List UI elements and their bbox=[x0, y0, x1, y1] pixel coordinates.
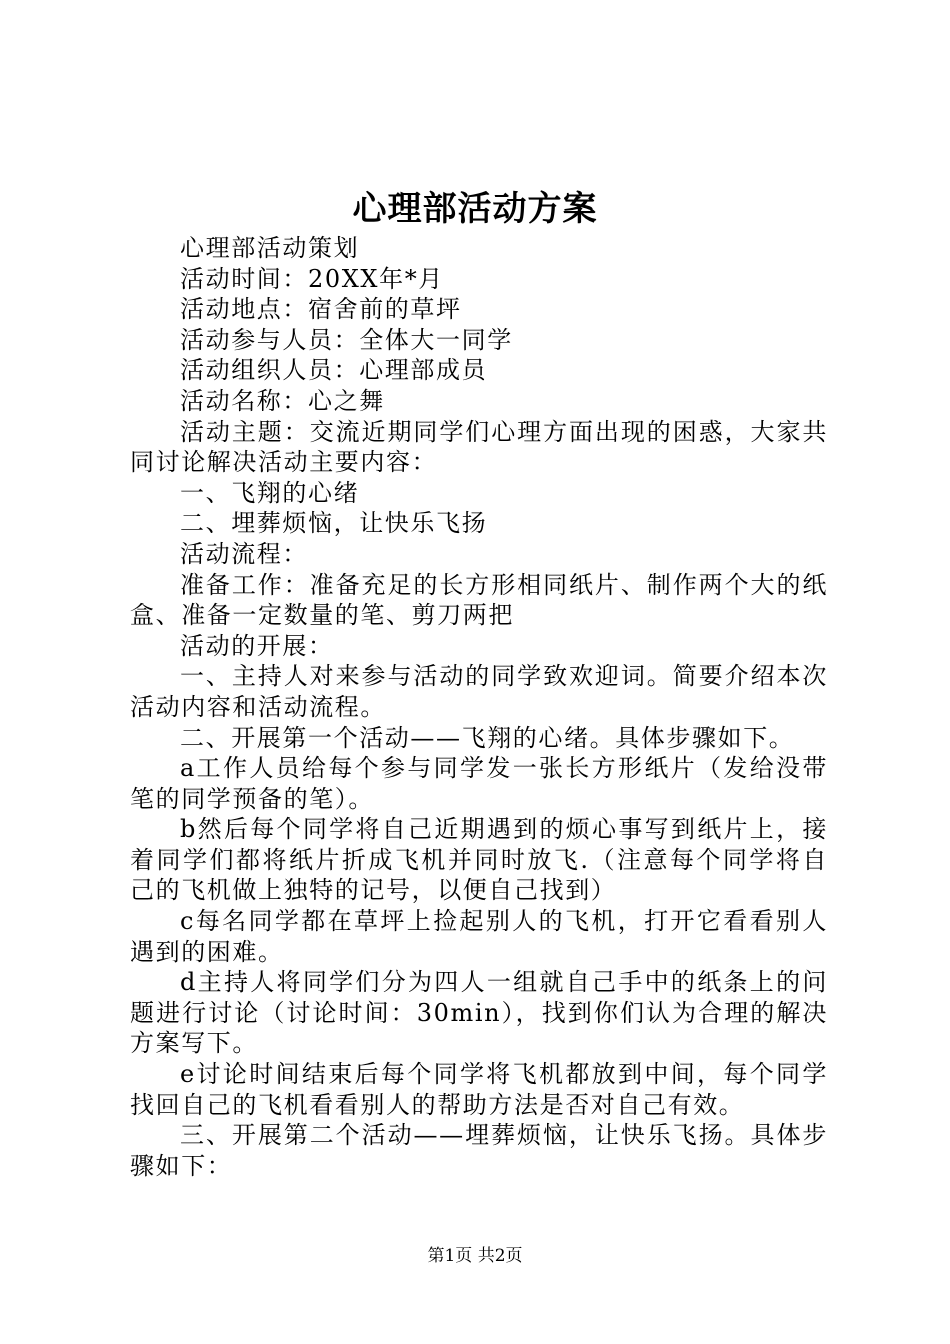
paragraph: c每名同学都在草坪上捡起别人的飞机，打开它看看别人遇到的困难。 bbox=[130, 907, 828, 966]
paragraph: 二、开展第一个活动——飞翔的心绪。具体步骤如下。 bbox=[180, 723, 795, 752]
paragraph: e讨论时间结束后每个同学将飞机都放到中间，每个同学找回自己的飞机看看别人的帮助方法是否对自己有效。 bbox=[130, 1060, 828, 1119]
paragraph: 准备工作：准备充足的长方形相同纸片、制作两个大的纸盒、准备一定数量的笔、剪刀两把 bbox=[130, 570, 828, 630]
paragraph: b然后每个同学将自己近期遇到的烦心事写到纸片上，接着同学们都将纸片折成飞机并同时放飞.（注意每个同学将自己的飞机做上独特的记号，以便自己找到） bbox=[130, 815, 828, 905]
paragraph: 活动时间：20XX年*月 bbox=[180, 264, 444, 293]
page-footer: 第1页 共2页 bbox=[427, 1246, 523, 1266]
paragraph: 心理部活动策划 bbox=[180, 234, 360, 262]
paragraph: 一、飞翔的心绪 bbox=[180, 478, 360, 507]
paragraph: a工作人员给每个参与同学发一张长方形纸片（发给没带笔的同学预备的笔）。 bbox=[130, 754, 828, 813]
paragraph: 活动名称：心之舞 bbox=[180, 386, 385, 415]
paragraph: 活动的开展： bbox=[180, 631, 334, 660]
document-body bbox=[130, 233, 828, 1181]
paragraph: 二、埋葬烦恼，让快乐飞扬 bbox=[180, 509, 488, 538]
paragraph: 活动参与人员：全体大一同学 bbox=[180, 325, 513, 354]
document-title: 心理部活动方案 bbox=[352, 189, 598, 229]
paragraph: d主持人将同学们分为四人一组就自己手中的纸条上的问题进行讨论（讨论时间：30min），找到你们认为合理的解决方案写下。 bbox=[130, 968, 828, 1058]
paragraph: 活动主题：交流近期同学们心理方面出现的困惑，大家共同讨论解决活动主要内容： bbox=[130, 417, 828, 477]
paragraph: 活动地点：宿舍前的草坪 bbox=[180, 295, 462, 324]
paragraph: 活动流程： bbox=[180, 539, 308, 568]
paragraph: 活动组织人员：心理部成员 bbox=[180, 356, 488, 385]
paragraph: 一、主持人对来参与活动的同学致欢迎词。简要介绍本次活动内容和活动流程。 bbox=[130, 662, 828, 721]
paragraph: 三、开展第二个活动——埋葬烦恼，让快乐飞扬。具体步骤如下： bbox=[130, 1121, 828, 1180]
